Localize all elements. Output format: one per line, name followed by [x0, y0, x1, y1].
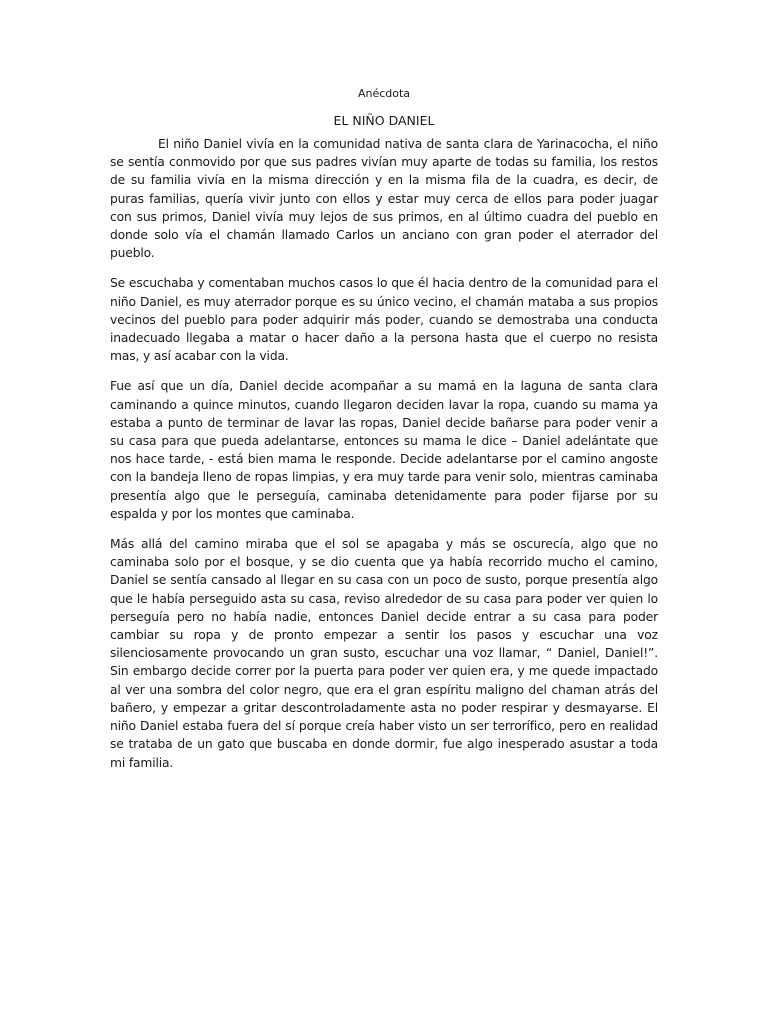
paragraph-1: El niño Daniel vivía en la comunidad nativa de santa clara de Yarinacocha, el niño se sentía conmovido por que sus padres vivían muy aparte de todas su familia, los restos de su familia vivía en la misma dirección y en la misma fila de la cuadra, es decir, de puras familias, quería vivir junto con ellos y estar muy cerca de ellos para poder juagar con sus primos, Daniel vivía muy lejos de sus primos, en al último cuadra del pueblo en donde solo vía el chamán llamado Carlos un anciano con gran poder el aterrador del pueblo.: [110, 137, 658, 261]
paragraph-3: Fue así que un día, Daniel decide acompañar a su mamá en la laguna de santa clara caminando a quince minutos, cuando llegaron deciden lavar la ropa, cuando su mama ya estaba a punto de terminar de lavar las ropas, Daniel decide bañarse para poder venir a su casa para que pueda adelantarse, entonces su mama le dice – Daniel adelántate que nos hace tarde, - está bien mama le responde. Decide adelantarse por el camino angoste con la bandeja lleno de ropas limpias, y era muy tarde para venir solo, mientras caminaba presentía algo que le perseguía, caminaba detenidamente para poder fijarse por su espalda y por los montes que caminaba.: [110, 379, 658, 521]
document-body: [110, 135, 658, 784]
document-subtitle: Anécdota: [357, 87, 411, 100]
paragraph-2: Se escuchaba y comentaban muchos casos lo que él hacia dentro de la comunidad para el niño Daniel, es muy aterrador porque es su único vecino, el chamán mataba a sus propios vecinos del pueblo para poder adquirir más poder, cuando se demostraba una conducta inadecuado llegaba a matar o hacer daño a la persona hasta que el cuerpo no resista mas, y así acabar con la vida.: [110, 276, 658, 364]
document-title: EL NIÑO DANIEL: [333, 113, 435, 128]
paragraph-4: Más allá del camino miraba que el sol se apagaba y más se oscurecía, algo que no caminaba solo por el bosque, y se dio cuenta que ya había recorrido mucho el camino, Daniel se sentía cansado al llegar en su casa con un poco de susto, porque presentía algo que le había perseguido asta su casa, reviso alrededor de su casa para poder ver quien lo perseguía pero no había nadie, entonces Daniel decide entrar a su casa para poder cambiar su ropa y de pronto empezar a sentir los pasos y escuchar una voz silenciosamente provocando un gran susto, escuchar una voz llamar, “ Daniel, Daniel!”. Sin embargo decide correr por la puerta para poder ver quien era, y me quede impactado al ver una sombra del color negro, que era el gran espíritu maligno del chaman atrás del bañero, y empezar a gritar descontroladamente asta no poder respirar y desmayarse. El niño Daniel estaba fuera del sí porque creía haber visto un ser terrorífico, pero en realidad se trataba de un gato que buscaba en donde dormir, fue algo inesperado asustar a toda mi familia.: [110, 537, 658, 770]
